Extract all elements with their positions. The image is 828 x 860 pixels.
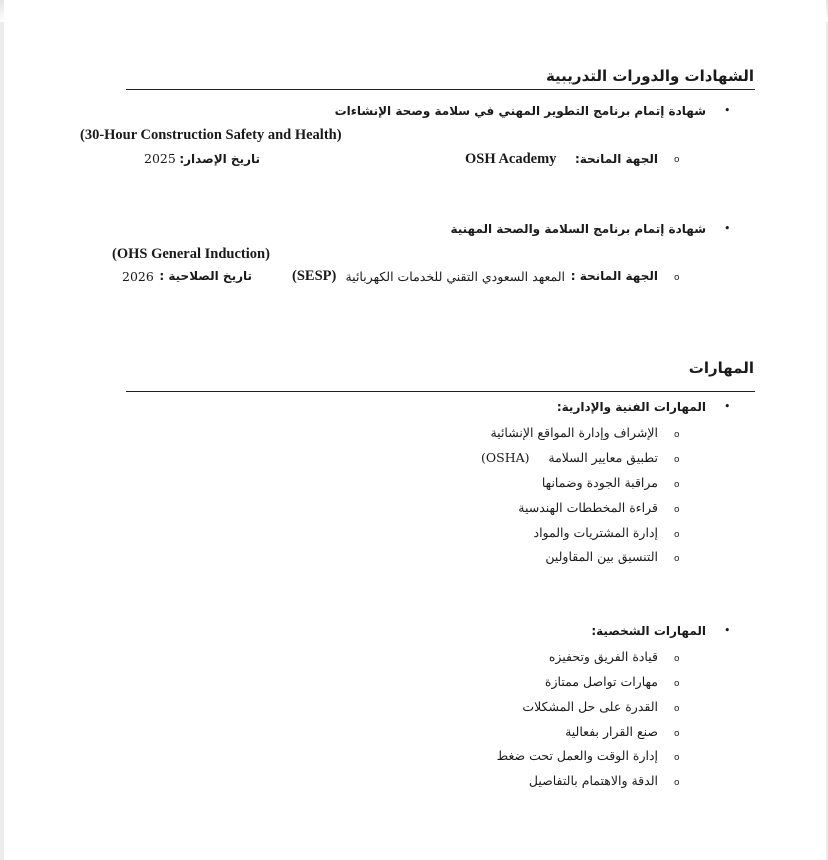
certifications-heading: الشهادات والدورات التدريبية [545, 67, 754, 85]
technical-skill-item: تطبيق معايير السلامة [548, 450, 658, 465]
cert1-date-label: تاريخ الإصدار: [179, 152, 260, 166]
circle-bullet-icon: o [674, 480, 680, 490]
circle-bullet-icon: o [674, 530, 680, 540]
personal-skill-item: إدارة الوقت والعمل تحت ضغط [496, 748, 658, 763]
cert1-english: (30-Hour Construction Safety and Health) [80, 127, 342, 143]
personal-skill-item: الدقة والاهتمام بالتفاصيل [528, 773, 658, 788]
personal-skill-item: القدرة على حل المشكلات [522, 699, 658, 714]
cert1-issuer-label: الجهة المانحة: [574, 152, 658, 166]
cert2-name: شهادة إتمام برنامج السلامة والصحة المهنية [450, 222, 706, 236]
cert1-name: شهادة إتمام برنامج التطوير المهني في سلامة وصحة الإنشاءات [334, 104, 706, 118]
cert2-english: (OHS General Induction) [112, 246, 270, 262]
circle-bullet-icon: o [674, 155, 680, 165]
circle-bullet-icon: o [674, 455, 680, 465]
cert1-date: 2025 [144, 151, 176, 166]
technical-skill-item: التنسيق بين المقاولين [545, 549, 658, 564]
circle-bullet-icon: o [674, 679, 680, 689]
circle-bullet-icon: o [674, 273, 680, 283]
technical-skill-item: قراءة المخططات الهندسية [518, 500, 658, 515]
personal-skill-item: مهارات تواصل ممتازة [544, 674, 658, 689]
cert2-issuer-abbr: (SESP) [292, 268, 337, 284]
personal-skills-label: المهارات الشخصية: [591, 624, 706, 638]
osha-abbr: (OSHA) [481, 450, 530, 465]
circle-bullet-icon: o [674, 554, 680, 564]
bullet-icon: • [724, 400, 731, 413]
certifications-rule [126, 89, 755, 90]
technical-skill-item: الإشراف وإدارة المواقع الإنشائية [490, 425, 658, 440]
technical-skill-item: مراقبة الجودة وضمانها [541, 475, 658, 490]
personal-skill-item: قيادة الفريق وتحفيزه [548, 649, 658, 664]
circle-bullet-icon: o [674, 753, 680, 763]
circle-bullet-icon: o [674, 430, 680, 440]
cert1-issuer: OSH Academy [465, 151, 557, 167]
circle-bullet-icon: o [674, 505, 680, 515]
cert2-date: 2026 [122, 269, 154, 284]
personal-skill-item: صنع القرار بفعالية [565, 724, 658, 739]
technical-skill-item: إدارة المشتريات والمواد [533, 525, 658, 540]
bullet-icon: • [724, 222, 731, 235]
circle-bullet-icon: o [674, 704, 680, 714]
bullet-icon: • [724, 104, 731, 117]
circle-bullet-icon: o [674, 654, 680, 664]
skills-heading: المهارات [688, 359, 754, 377]
cert2-issuer-label: الجهة المانحة : [570, 269, 658, 283]
bullet-icon: • [724, 624, 731, 637]
circle-bullet-icon: o [674, 729, 680, 739]
skills-rule [126, 391, 755, 392]
cert2-issuer: المعهد السعودي التقني للخدمات الكهربائية [345, 269, 565, 284]
circle-bullet-icon: o [674, 778, 680, 788]
cert2-date-label: تاريخ الصلاحية : [159, 269, 252, 283]
technical-skills-label: المهارات الفنية والإدارية: [556, 400, 706, 414]
